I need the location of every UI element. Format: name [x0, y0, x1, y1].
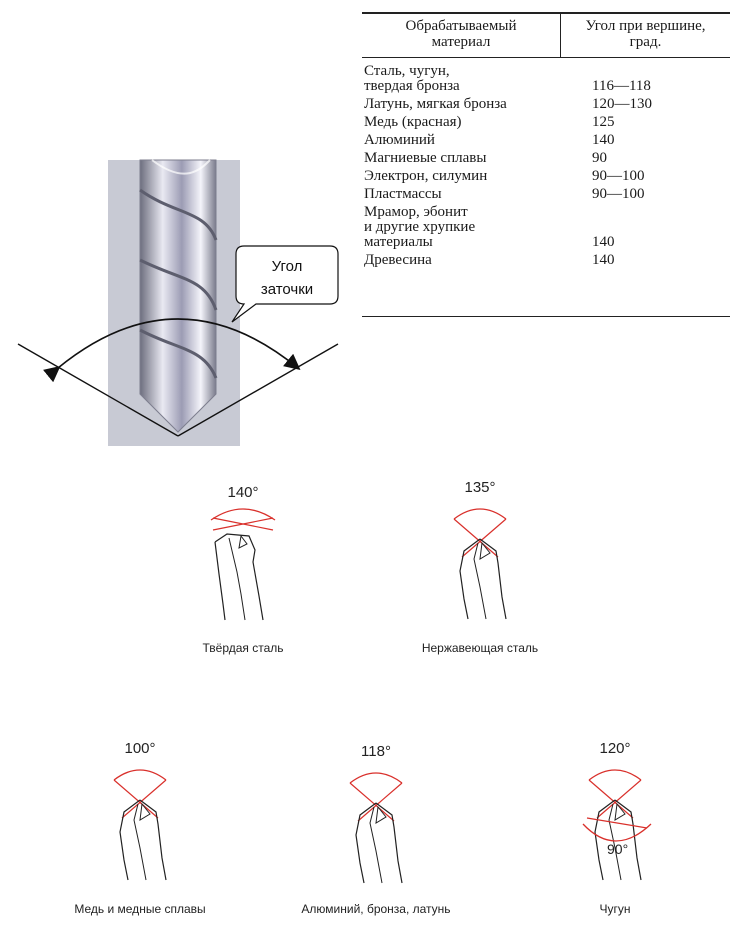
drill-diagram-cast-iron: [555, 740, 675, 890]
angle-cell: 90—100: [592, 186, 645, 202]
drill-sketch: [80, 740, 200, 890]
angle-arc: [350, 773, 402, 783]
angle-line-right: [462, 519, 506, 557]
callout-line-2: заточки: [260, 281, 314, 298]
drill-caption-stainless-steel: Нержавеющая сталь: [421, 641, 539, 655]
material-cell: Электрон, силумин: [364, 168, 488, 184]
drill-flute-line: [229, 538, 245, 620]
angle-label: 100°: [124, 740, 156, 757]
drill-sketch: [555, 740, 675, 890]
table-body: [362, 64, 730, 271]
drill-diagram-stainless-steel: [420, 479, 540, 629]
table-top-rule: [362, 12, 730, 14]
table-row: [362, 187, 730, 202]
table-bottom-rule: [362, 316, 730, 317]
table-row: [362, 64, 730, 94]
material-cell: Магниевые сплавы: [364, 150, 487, 166]
angle-cell: 120—130: [592, 96, 652, 112]
secondary-angle-label: 90°: [607, 841, 629, 857]
drill-flute-line: [370, 807, 382, 883]
drill-sketch: [316, 743, 436, 893]
drill-outline-left: [215, 542, 225, 620]
drill-caption-cast-iron: Чугун: [599, 902, 631, 916]
drill-outline-left: [120, 800, 140, 880]
sharpening-angle-table: [362, 12, 730, 317]
drill-body: [140, 160, 216, 432]
drill-tip-facet: [239, 536, 247, 548]
drill-sketch: [183, 484, 303, 634]
angle-cell: 116—118: [592, 78, 651, 94]
table-row: [362, 169, 730, 184]
drill-diagram-copper: [80, 740, 200, 890]
table-row: [362, 97, 730, 112]
drill-outline-left: [460, 539, 480, 619]
table-header-angle: Угол при вершине, град.: [585, 18, 706, 50]
material-cell: Латунь, мягкая бронза: [364, 96, 507, 112]
angle-cell: 90: [592, 150, 607, 166]
drill-caption-aluminum: Алюминий, бронза, латунь: [301, 902, 451, 916]
drill-caption-hard-steel: Твёрдая сталь: [202, 641, 284, 655]
table-header-rule: [362, 57, 730, 58]
angle-arc: [114, 770, 166, 780]
callout-line-1: Угол: [271, 258, 303, 275]
table-row: [362, 205, 730, 250]
angle-cell: 140: [592, 252, 615, 268]
angle-arc: [454, 509, 506, 519]
drill-diagram-hard-steel: [183, 484, 303, 634]
table-row: [362, 253, 730, 268]
material-cell: Пластмассы: [364, 186, 442, 202]
angle-cell: 90—100: [592, 168, 645, 184]
drill-flute-line: [134, 804, 146, 880]
angle-arc: [211, 509, 275, 520]
table-row: [362, 133, 730, 148]
material-cell: Древесина: [364, 252, 432, 268]
angle-line-right: [358, 783, 402, 821]
angle-cell: 125: [592, 114, 615, 130]
angle-cell: 140: [592, 132, 615, 148]
angle-arc: [589, 770, 641, 780]
material-cell: Алюминий: [364, 132, 435, 148]
drill-sketch: [420, 479, 540, 629]
angle-label: 120°: [599, 740, 631, 757]
material-cell: Сталь, чугун, твердая бронза: [364, 63, 460, 94]
angle-cell: 140: [592, 234, 615, 250]
drill-flute-line: [474, 543, 486, 619]
angle-line-right: [597, 780, 641, 818]
drill-caption-copper: Медь и медные сплавы: [74, 902, 206, 916]
table-header-material: Обрабатываемый материал: [405, 18, 517, 50]
angle-line-right: [122, 780, 166, 818]
angle-label: 140°: [227, 484, 259, 501]
material-cell: Медь (красная): [364, 114, 462, 130]
table-row: [362, 115, 730, 130]
angle-label: 118°: [361, 743, 391, 760]
table-row: [362, 151, 730, 166]
material-cell: Мрамор, эбонит и другие хрупкие материалы: [364, 204, 476, 250]
drill-outline-left: [595, 800, 615, 880]
angle-label: 135°: [464, 479, 496, 496]
drill-point-angle-diagram: [0, 150, 360, 450]
drill-diagram-aluminum: [316, 743, 436, 893]
drill-outline-left: [356, 803, 376, 883]
